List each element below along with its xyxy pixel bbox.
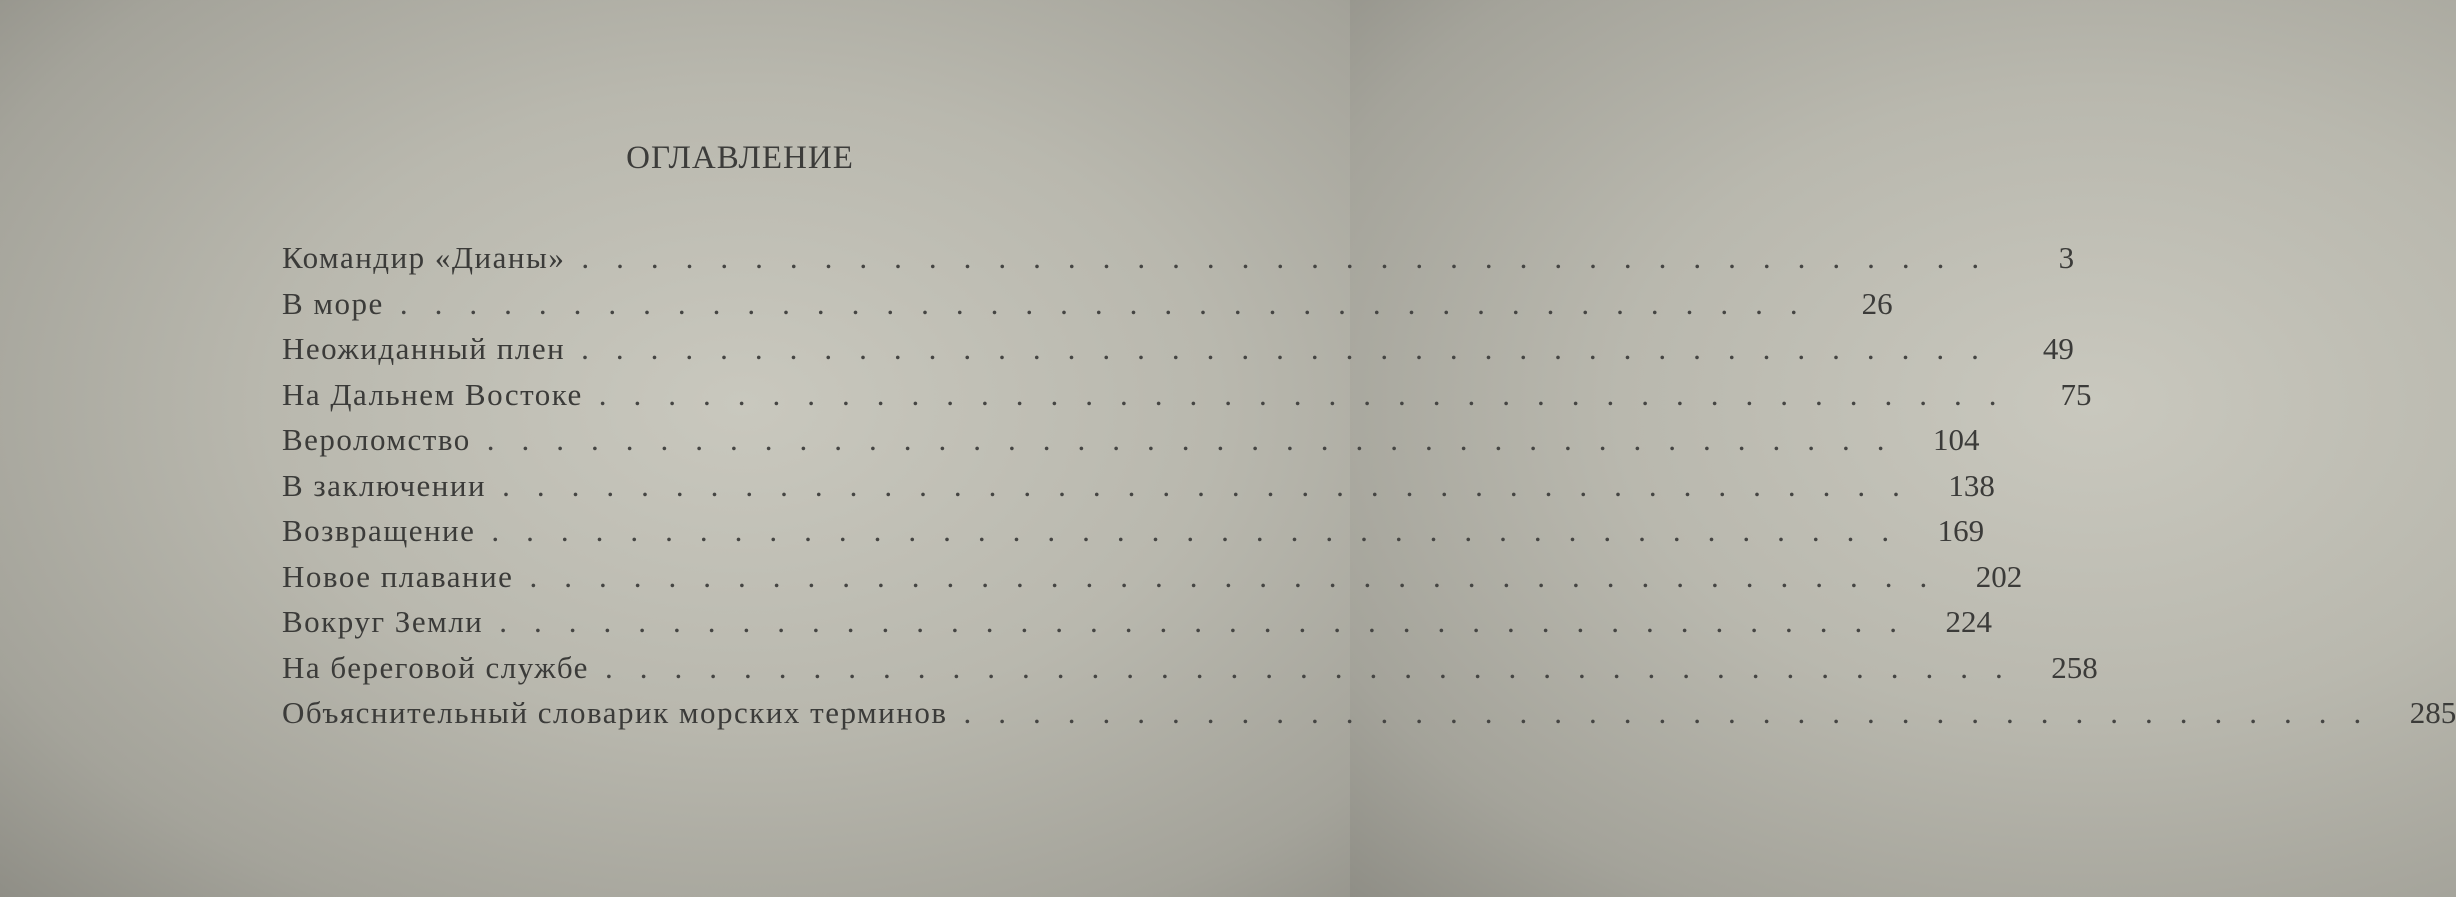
toc-entry-title: Возвращение	[282, 513, 476, 548]
toc-entry	[282, 695, 2456, 741]
dot-leader: .........................................	[529, 558, 1955, 594]
toc-entry	[282, 604, 1993, 650]
toc-page-number: 104	[1933, 422, 1980, 457]
toc-page-number: 285	[2409, 695, 2456, 730]
toc-entry-title: В заключении	[282, 467, 487, 503]
toc-page-number: 49	[2042, 331, 2074, 366]
toc-entry	[282, 467, 1995, 514]
dot-leader: .........................................	[491, 513, 1917, 548]
toc-page-number: 3	[2058, 240, 2075, 275]
toc-entry-title: Неожиданный плен	[282, 331, 566, 366]
toc-entry	[282, 649, 2098, 696]
dot-leader: .........................................	[486, 422, 1912, 457]
toc-entry	[282, 422, 1980, 468]
dot-leader: .........................................	[581, 331, 2006, 366]
toc-entry	[282, 240, 2075, 286]
toc-entry-title: Объяснительный словарик морских терминов	[282, 695, 948, 730]
toc-page-number: 202	[1975, 558, 2023, 594]
toc-entry	[282, 558, 2023, 605]
toc-entry-title: Командир «Дианы»	[282, 240, 566, 275]
dot-leader: .........................................	[604, 649, 2030, 685]
dot-leader: .........................................	[499, 604, 1925, 639]
toc-entry-title: В море	[282, 285, 384, 321]
toc-page-number: 169	[1937, 513, 1985, 548]
dot-leader: .........................................	[502, 467, 1927, 503]
toc-page-number: 258	[2051, 649, 2098, 685]
toc-page-number: 26	[1861, 285, 1893, 321]
page-title: ОГЛАВЛЕНИЕ	[626, 140, 854, 176]
toc-page-number: 138	[1948, 467, 1995, 503]
toc-entry	[282, 376, 2092, 423]
toc-entry-title: Вокруг Земли	[282, 604, 484, 639]
toc-entry	[282, 285, 1893, 332]
table-of-contents	[282, 240, 2456, 741]
toc-entry-title: Вероломство	[282, 422, 471, 457]
toc-entry-title: На береговой службе	[282, 649, 589, 685]
toc-entry-title: Новое плавание	[282, 558, 514, 594]
toc-entry	[282, 331, 2074, 377]
dot-leader: .........................................	[581, 240, 2007, 275]
dot-leader: .........................................	[963, 695, 2389, 730]
toc-entry-title: На Дальнем Востоке	[282, 376, 583, 412]
toc-page-number: 75	[2060, 376, 2092, 412]
toc-page-number: 224	[1945, 604, 1993, 639]
dot-leader: .........................................	[399, 285, 1825, 321]
dot-leader: .........................................	[598, 376, 2024, 412]
toc-entry	[282, 513, 1985, 559]
